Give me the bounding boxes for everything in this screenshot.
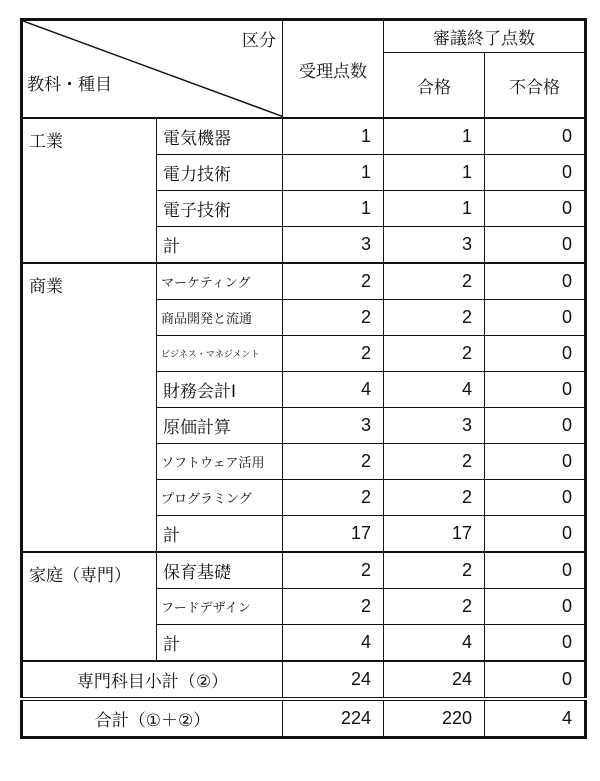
item-name: 電気機器 xyxy=(157,118,283,155)
item-name: ソフトウェア活用 xyxy=(157,444,283,480)
item-name: 電力技術 xyxy=(157,155,283,191)
reviewed-header: 審議終了点数 xyxy=(384,20,586,53)
received-header: 受理点数 xyxy=(283,20,384,119)
received-count: 2 xyxy=(283,336,384,372)
pass-count: 4 xyxy=(384,372,485,408)
fail-count: 0 xyxy=(485,118,586,155)
fail-count: 0 xyxy=(485,589,586,625)
received-count: 2 xyxy=(283,589,384,625)
received-count: 3 xyxy=(283,408,384,444)
header-row-1 xyxy=(22,20,586,53)
fail-count: 0 xyxy=(485,336,586,372)
received-count: 2 xyxy=(283,263,384,300)
received-count: 2 xyxy=(283,552,384,589)
pass-count: 1 xyxy=(384,118,485,155)
pass-count: 2 xyxy=(384,263,485,300)
subtotal-received: 24 xyxy=(283,661,384,699)
table-body xyxy=(22,118,586,661)
category-label: 区分 xyxy=(242,31,276,51)
pass-count: 2 xyxy=(384,480,485,516)
fail-count: 0 xyxy=(485,444,586,480)
pass-count: 3 xyxy=(384,408,485,444)
pass-count: 1 xyxy=(384,155,485,191)
item-name: プログラミング xyxy=(157,480,283,516)
received-count: 17 xyxy=(283,516,384,553)
received-count: 4 xyxy=(283,372,384,408)
fail-count: 0 xyxy=(485,263,586,300)
fail-header: 不合格 xyxy=(485,53,586,118)
received-count: 3 xyxy=(283,227,384,264)
table-row xyxy=(22,118,586,155)
subtotal-fail: 0 xyxy=(485,661,586,699)
received-count: 2 xyxy=(283,480,384,516)
subtotal-row xyxy=(22,661,586,699)
item-name: 保育基礎 xyxy=(157,552,283,589)
received-count: 4 xyxy=(283,625,384,662)
pass-count: 2 xyxy=(384,444,485,480)
item-name: 計 xyxy=(157,516,283,553)
table-row xyxy=(22,552,586,589)
fail-count: 0 xyxy=(485,516,586,553)
item-name: 商品開発と流通 xyxy=(157,300,283,336)
pass-count: 3 xyxy=(384,227,485,264)
fail-count: 0 xyxy=(485,227,586,264)
pass-count: 2 xyxy=(384,589,485,625)
item-name: ビジネス・マネジメント xyxy=(157,336,283,372)
pass-count: 2 xyxy=(384,336,485,372)
review-results-table xyxy=(20,18,587,739)
subtotal-pass: 24 xyxy=(384,661,485,699)
item-name: 計 xyxy=(157,227,283,264)
fail-count: 0 xyxy=(485,372,586,408)
pass-count: 1 xyxy=(384,191,485,227)
subtotal-label: 専門科目小計（②） xyxy=(22,661,283,699)
group-name: 家庭（専門） xyxy=(22,552,157,661)
total-label: 合計（①＋②） xyxy=(22,699,283,738)
received-count: 1 xyxy=(283,118,384,155)
fail-count: 0 xyxy=(485,155,586,191)
fail-count: 0 xyxy=(485,552,586,589)
item-name: マーケティング xyxy=(157,263,283,300)
pass-count: 2 xyxy=(384,552,485,589)
total-received: 224 xyxy=(283,699,384,738)
received-count: 1 xyxy=(283,191,384,227)
total-row xyxy=(22,699,586,738)
group-name: 工業 xyxy=(22,118,157,263)
received-count: 2 xyxy=(283,300,384,336)
total-fail: 4 xyxy=(485,699,586,738)
item-name: 計 xyxy=(157,625,283,662)
table-row xyxy=(22,263,586,300)
fail-count: 0 xyxy=(485,300,586,336)
diagonal-header-cell xyxy=(22,20,283,119)
subject-label: 教科・種目 xyxy=(27,75,112,95)
total-pass: 220 xyxy=(384,699,485,738)
fail-count: 0 xyxy=(485,408,586,444)
pass-header: 合格 xyxy=(384,53,485,118)
item-name: 原価計算 xyxy=(157,408,283,444)
group-name: 商業 xyxy=(22,263,157,552)
pass-count: 2 xyxy=(384,300,485,336)
fail-count: 0 xyxy=(485,191,586,227)
received-count: 1 xyxy=(283,155,384,191)
fail-count: 0 xyxy=(485,625,586,662)
received-count: 2 xyxy=(283,444,384,480)
fail-count: 0 xyxy=(485,480,586,516)
pass-count: 4 xyxy=(384,625,485,662)
item-name: 財務会計Ⅰ xyxy=(157,372,283,408)
item-name: フードデザイン xyxy=(157,589,283,625)
pass-count: 17 xyxy=(384,516,485,553)
item-name: 電子技術 xyxy=(157,191,283,227)
